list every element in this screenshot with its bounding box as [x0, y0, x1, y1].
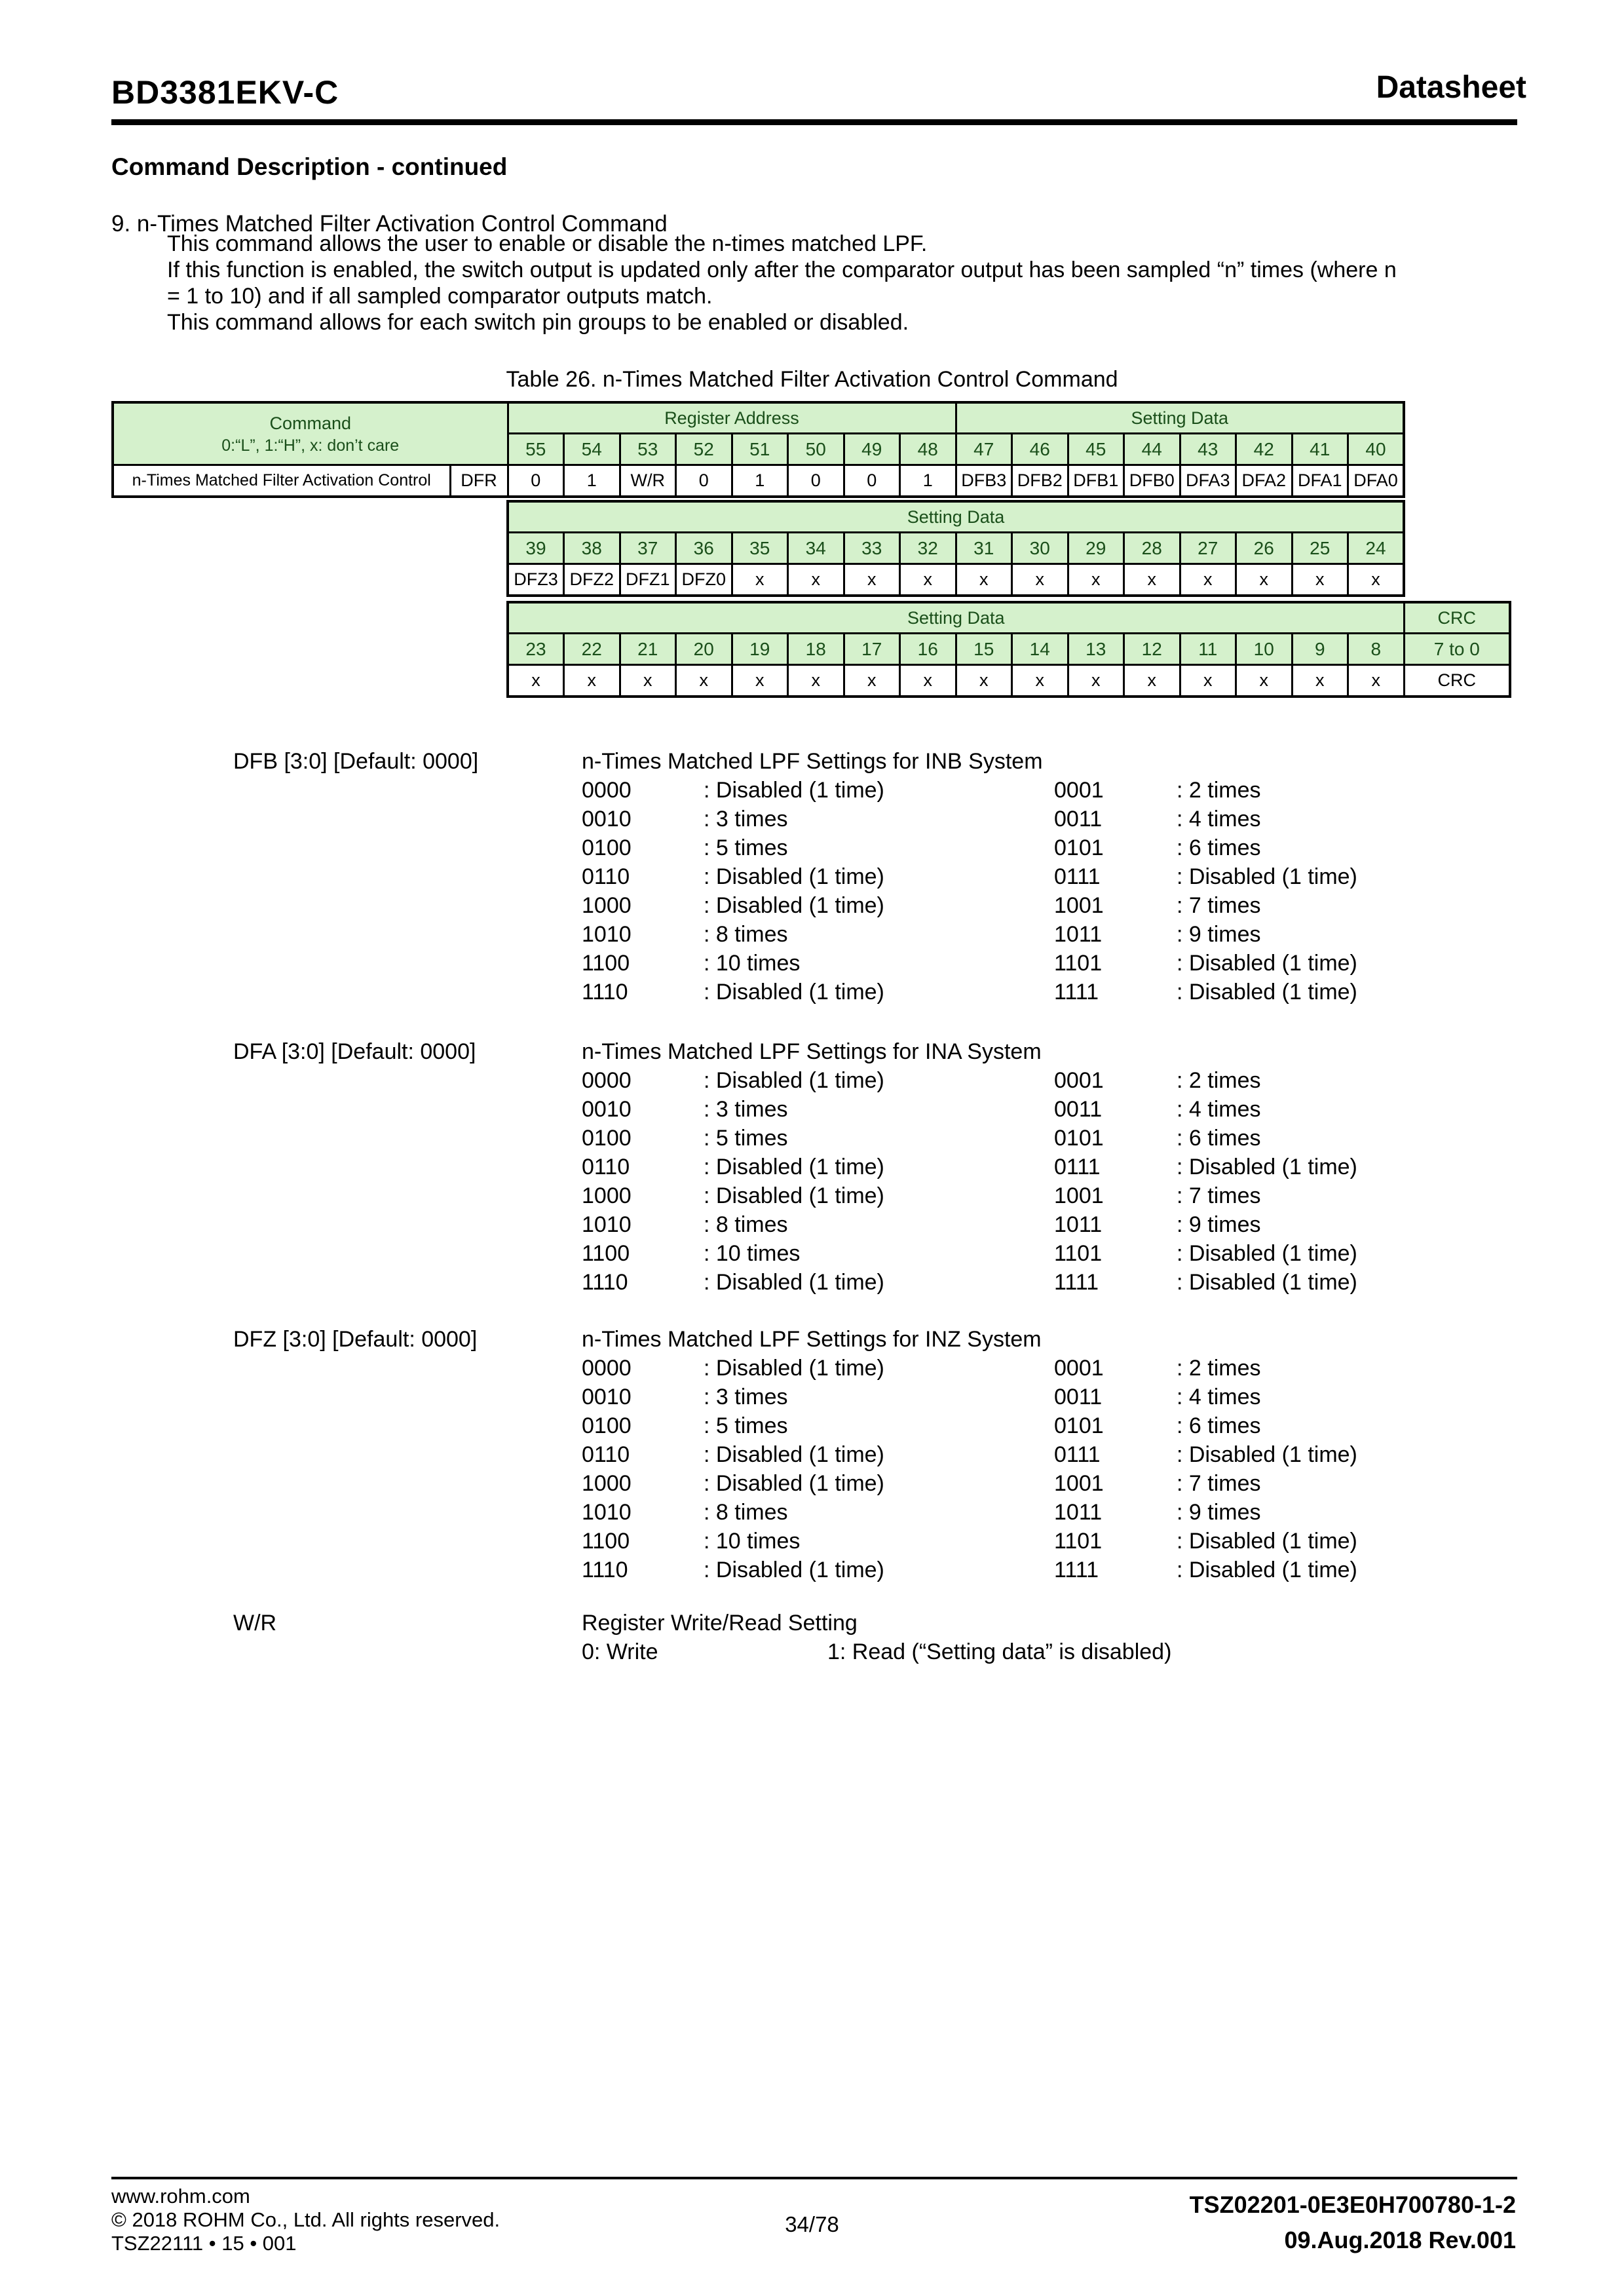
- code-value: 1101: [1054, 1529, 1103, 1554]
- code-description: : Disabled (1 time): [704, 1356, 884, 1381]
- bit-value-cell: x: [956, 665, 1012, 697]
- command-name-cell: n-Times Matched Filter Activation Control: [113, 465, 450, 497]
- code-description: : Disabled (1 time): [1177, 980, 1357, 1004]
- bit-number-cell: 29: [1068, 533, 1124, 564]
- field-body: [582, 1609, 1171, 1666]
- bit-number-cell: 40: [1348, 434, 1405, 465]
- field-title: n-Times Matched LPF Settings for INB System: [582, 749, 1043, 774]
- code-value: 1010: [582, 922, 632, 947]
- bit-value-cell: x: [1348, 665, 1405, 697]
- bit-value-row: [113, 465, 1404, 497]
- bit-number-cell: 13: [1068, 634, 1124, 665]
- bit-value-cell: x: [1068, 564, 1124, 596]
- bit-value-cell: x: [1348, 564, 1405, 596]
- command-description: [167, 231, 1397, 335]
- code-value: 1001: [1054, 893, 1104, 918]
- bit-value-cell: x: [1292, 564, 1348, 596]
- code-description: : 4 times: [1177, 1385, 1261, 1409]
- code-description: : Disabled (1 time): [704, 1068, 884, 1093]
- code-description: : 4 times: [1177, 807, 1261, 832]
- bit-value-cell: 0: [844, 465, 900, 497]
- setting-row: [582, 1239, 1357, 1268]
- field-title: n-Times Matched LPF Settings for INA System: [582, 1039, 1042, 1064]
- code-value: 1101: [1054, 1241, 1103, 1266]
- bit-number-cell: 10: [1236, 634, 1293, 665]
- description-line: = 1 to 10) and if all sampled comparator outputs match.: [167, 284, 713, 309]
- bit-value-cell: DFB2: [1012, 465, 1068, 497]
- setting-row: [582, 1095, 1357, 1124]
- bit-number-cell: 12: [1124, 634, 1180, 665]
- setting-row: [582, 1124, 1357, 1153]
- code-description: : Disabled (1 time): [704, 864, 884, 889]
- code-value: 0010: [582, 807, 632, 832]
- code-description: : Disabled (1 time): [1177, 1558, 1357, 1582]
- setting-row: [582, 1210, 1357, 1239]
- bit-number-cell: 55: [508, 434, 564, 465]
- setting-row: [582, 805, 1357, 833]
- bit-number-cell: 33: [844, 533, 900, 564]
- bit-value-cell: DFZ2: [564, 564, 620, 596]
- field-settings-list: [582, 1354, 1357, 1584]
- setting-row: [582, 776, 1357, 805]
- bit-value-cell: x: [620, 665, 676, 697]
- bit-number-cell: 41: [1292, 434, 1348, 465]
- bit-number-cell: 47: [956, 434, 1012, 465]
- bit-number-cell: 9: [1292, 634, 1348, 665]
- footer-url: www.rohm.com: [111, 2185, 250, 2208]
- bit-value-cell: x: [1012, 665, 1068, 697]
- code-description: : Disabled (1 time): [1177, 1241, 1357, 1266]
- bit-value-cell: 1: [732, 465, 788, 497]
- code-value: 1100: [582, 951, 630, 976]
- bit-number-cell: 39: [508, 533, 564, 564]
- field-settings-list: [582, 1066, 1357, 1297]
- field-title: n-Times Matched LPF Settings for INZ System: [582, 1327, 1042, 1352]
- field-name: W/R: [233, 1611, 277, 1636]
- bit-number-cell: 50: [788, 434, 844, 465]
- bit-value-cell: DFA3: [1180, 465, 1236, 497]
- bit-number-cell: 11: [1180, 634, 1236, 665]
- code-description: : 2 times: [1177, 1356, 1261, 1381]
- code-value: 1011: [1054, 922, 1103, 947]
- register-table-frame-2: [506, 500, 1405, 597]
- bit-number-cell: 42: [1236, 434, 1293, 465]
- code-description: : 10 times: [704, 1241, 801, 1266]
- setting-data-header: Setting Data: [508, 602, 1404, 634]
- code-value: 0101: [1054, 1413, 1104, 1438]
- code-description: : 10 times: [704, 951, 801, 976]
- bit-number-cell: 7 to 0: [1404, 634, 1510, 665]
- code-description: : 6 times: [1177, 835, 1261, 860]
- bit-value-cell: 0: [508, 465, 564, 497]
- bit-number-cell: 26: [1236, 533, 1293, 564]
- code-value: 0100: [582, 1413, 632, 1438]
- code-description: : 9 times: [1177, 1212, 1261, 1237]
- field-body: [582, 1037, 1357, 1297]
- code-value: 1001: [1054, 1183, 1104, 1208]
- bit-value-cell: x: [1292, 665, 1348, 697]
- code-value: 0110: [582, 864, 630, 889]
- code-value: 0111: [1054, 1442, 1101, 1467]
- code-value: 1000: [582, 1183, 632, 1208]
- code-description: : 4 times: [1177, 1097, 1261, 1122]
- bit-number-cell: 20: [676, 634, 732, 665]
- code-value: 1100: [582, 1529, 630, 1554]
- bit-value-cell: DFZ3: [508, 564, 564, 596]
- code-description: : 6 times: [1177, 1126, 1261, 1151]
- setting-row: [582, 891, 1357, 920]
- code-description: : 8 times: [704, 1500, 788, 1525]
- code-description: : 2 times: [1177, 1068, 1261, 1093]
- bit-value-cell: 0: [788, 465, 844, 497]
- code-value: 0011: [1054, 1385, 1103, 1409]
- field-name: DFB [3:0] [Default: 0000]: [233, 749, 479, 774]
- bit-value-cell: x: [844, 665, 900, 697]
- setting-row: [582, 862, 1357, 891]
- bit-number-cell: 52: [676, 434, 732, 465]
- footer-right: [1190, 2187, 1516, 2258]
- bit-value-cell: x: [1236, 564, 1293, 596]
- command-header-subtitle: 0:“L”, 1:“H”, x: don’t care: [221, 436, 400, 455]
- code-description: : 8 times: [704, 922, 788, 947]
- code-value: 1111: [1054, 1558, 1099, 1582]
- bit-number-cell: 38: [564, 533, 620, 564]
- bit-value-cell: x: [844, 564, 900, 596]
- bit-value-cell: CRC: [1404, 665, 1510, 697]
- footer-ref-number: TSZ02201-0E3E0H700780-1-2: [1189, 2191, 1516, 2218]
- code-value: 1110: [582, 1558, 628, 1582]
- bit-value-cell: DFA2: [1236, 465, 1293, 497]
- code-description: : 6 times: [1177, 1413, 1261, 1438]
- bit-number-cell: 54: [564, 434, 620, 465]
- code-value: 1011: [1054, 1500, 1103, 1525]
- description-line: This command allows for each switch pin groups to be enabled or disabled.: [167, 310, 909, 335]
- code-description: : Disabled (1 time): [704, 1155, 884, 1179]
- code-value: 0111: [1054, 864, 1101, 889]
- bit-value-cell: DFB1: [1068, 465, 1124, 497]
- setting-row: [582, 1383, 1357, 1411]
- code-value: 0001: [1054, 778, 1104, 803]
- bit-value-cell: x: [1124, 665, 1180, 697]
- table-caption: Table 26. n-Times Matched Filter Activation Control Command: [506, 367, 1118, 392]
- wr-read-option: 1: Read (“Setting data” is disabled): [827, 1639, 1172, 1664]
- bit-value-cell: W/R: [620, 465, 676, 497]
- code-description: : Disabled (1 time): [704, 1442, 884, 1467]
- setting-row: [582, 1440, 1357, 1469]
- code-value: 0000: [582, 1068, 632, 1093]
- setting-row: [582, 1556, 1357, 1584]
- description-line: This command allows the user to enable or disable the n-times matched LPF.: [167, 231, 928, 256]
- setting-row: [582, 1066, 1357, 1095]
- bit-value-cell: 0: [676, 465, 732, 497]
- bit-number-cell: 43: [1180, 434, 1236, 465]
- bit-value-cell: x: [788, 665, 844, 697]
- code-value: 1000: [582, 893, 632, 918]
- command-header-label: Command: [269, 413, 352, 433]
- wr-write-option: 0: Write: [582, 1639, 658, 1664]
- bit-value-cell: x: [956, 564, 1012, 596]
- bit-value-cell: x: [732, 665, 788, 697]
- part-number: BD3381EKV-C: [111, 74, 339, 111]
- register-table-frame-1: [111, 401, 1405, 498]
- bit-value-cell: x: [732, 564, 788, 596]
- bit-number-cell: 53: [620, 434, 676, 465]
- bit-value-row: [508, 665, 1510, 697]
- setting-row: [582, 1153, 1357, 1181]
- code-value: 1100: [582, 1241, 630, 1266]
- bit-number-cell: 45: [1068, 434, 1124, 465]
- code-description: : 8 times: [704, 1212, 788, 1237]
- bit-number-cell: 32: [900, 533, 956, 564]
- group-header-row: [508, 602, 1510, 634]
- register-table-frame-3: [506, 601, 1511, 698]
- code-description: : Disabled (1 time): [704, 778, 884, 803]
- code-value: 1001: [1054, 1471, 1104, 1496]
- setting-row: [582, 1268, 1357, 1297]
- code-description: : Disabled (1 time): [704, 1471, 884, 1496]
- bit-number-cell: 51: [732, 434, 788, 465]
- bit-value-cell: DFB0: [1124, 465, 1180, 497]
- bit-number-cell: 46: [1012, 434, 1068, 465]
- bit-value-cell: 1: [564, 465, 620, 497]
- footer-copyright: © 2018 ROHM Co., Ltd. All rights reserved.: [111, 2208, 500, 2231]
- code-description: : 5 times: [704, 1413, 788, 1438]
- code-description: : Disabled (1 time): [1177, 1270, 1357, 1295]
- code-description: : Disabled (1 time): [1177, 951, 1357, 976]
- setting-data-header: Setting Data: [956, 402, 1404, 434]
- bit-number-cell: 22: [564, 634, 620, 665]
- code-value: 1111: [1054, 1270, 1099, 1295]
- setting-row: [582, 949, 1357, 978]
- header-rule: [111, 119, 1517, 125]
- bit-number-cell: 23: [508, 634, 564, 665]
- code-description: : Disabled (1 time): [704, 1270, 884, 1295]
- bit-value-cell: x: [676, 665, 732, 697]
- code-value: 0001: [1054, 1068, 1104, 1093]
- setting-row: [582, 833, 1357, 862]
- bit-number-cell: 35: [732, 533, 788, 564]
- bit-number-cell: 37: [620, 533, 676, 564]
- bit-value-cell: DFA1: [1292, 465, 1348, 497]
- code-value: 1010: [582, 1212, 632, 1237]
- footer-doc-code: TSZ22111 • 15 • 001: [111, 2232, 297, 2255]
- group-header-row: [113, 402, 1404, 434]
- field-title: Register Write/Read Setting: [582, 1611, 858, 1636]
- page-number: 34/78: [785, 2212, 839, 2236]
- field-name: DFA [3:0] [Default: 0000]: [233, 1039, 476, 1064]
- code-value: 1101: [1054, 951, 1103, 976]
- setting-row: [582, 1354, 1357, 1383]
- code-value: 1010: [582, 1500, 632, 1525]
- code-value: 1111: [1054, 980, 1099, 1004]
- code-value: 0011: [1054, 807, 1103, 832]
- bit-value-cell: x: [900, 564, 956, 596]
- code-value: 1000: [582, 1471, 632, 1496]
- code-description: : Disabled (1 time): [1177, 1529, 1357, 1554]
- code-value: 0110: [582, 1442, 630, 1467]
- code-value: 1110: [582, 1270, 628, 1295]
- wr-options-row: [582, 1637, 1171, 1666]
- section-heading: Command Description - continued: [111, 153, 508, 180]
- code-description: : Disabled (1 time): [704, 893, 884, 918]
- bit-number-cell: 24: [1348, 533, 1405, 564]
- bit-number-cell: 14: [1012, 634, 1068, 665]
- code-value: 0001: [1054, 1356, 1104, 1381]
- code-description: : Disabled (1 time): [1177, 1155, 1357, 1179]
- setting-row: [582, 1527, 1357, 1556]
- code-description: : 10 times: [704, 1529, 801, 1554]
- bit-value-cell: x: [900, 665, 956, 697]
- bit-value-cell: x: [788, 564, 844, 596]
- code-value: 0010: [582, 1385, 632, 1409]
- bit-value-cell: DFZ1: [620, 564, 676, 596]
- bit-value-cell: x: [508, 665, 564, 697]
- code-value: 0101: [1054, 835, 1104, 860]
- bit-value-cell: x: [1180, 665, 1236, 697]
- setting-data-header: Setting Data: [508, 501, 1404, 533]
- command-header-cell: [113, 402, 508, 465]
- code-value: 0010: [582, 1097, 632, 1122]
- bit-value-cell: x: [564, 665, 620, 697]
- code-description: : Disabled (1 time): [1177, 864, 1357, 889]
- bit-number-cell: 15: [956, 634, 1012, 665]
- setting-row: [582, 1181, 1357, 1210]
- code-description: : 7 times: [1177, 1183, 1261, 1208]
- code-value: 1110: [582, 980, 628, 1004]
- bit-value-cell: DFA0: [1348, 465, 1405, 497]
- crc-header: CRC: [1404, 602, 1510, 634]
- code-value: 0000: [582, 778, 632, 803]
- setting-row: [582, 920, 1357, 949]
- code-description: : 3 times: [704, 807, 788, 832]
- bit-value-cell: x: [1012, 564, 1068, 596]
- bit-number-cell: 48: [900, 434, 956, 465]
- bit-number-cell: 25: [1292, 533, 1348, 564]
- field-name: DFZ [3:0] [Default: 0000]: [233, 1327, 478, 1352]
- bit-number-cell: 30: [1012, 533, 1068, 564]
- bit-number-cell: 34: [788, 533, 844, 564]
- field-body: [582, 747, 1357, 1006]
- command-item-title: 9. n-Times Matched Filter Activation Control Command: [111, 211, 668, 237]
- code-description: : 2 times: [1177, 778, 1261, 803]
- bit-number-cell: 31: [956, 533, 1012, 564]
- bit-number-cell: 21: [620, 634, 676, 665]
- bit-number-cell: 16: [900, 634, 956, 665]
- bit-number-cell: 18: [788, 634, 844, 665]
- code-description: : 5 times: [704, 835, 788, 860]
- code-value: 1011: [1054, 1212, 1103, 1237]
- bit-number-cell: 36: [676, 533, 732, 564]
- footer-rule: [111, 2177, 1517, 2179]
- field-body: [582, 1325, 1357, 1584]
- code-value: 0000: [582, 1356, 632, 1381]
- code-description: : 7 times: [1177, 893, 1261, 918]
- code-value: 0011: [1054, 1097, 1103, 1122]
- code-value: 0110: [582, 1155, 630, 1179]
- code-description: : 7 times: [1177, 1471, 1261, 1496]
- bit-value-cell: DFB3: [956, 465, 1012, 497]
- group-header-row: [508, 501, 1404, 533]
- bit-value-cell: x: [1068, 665, 1124, 697]
- bit-number-cell: 17: [844, 634, 900, 665]
- bit-number-cell: 8: [1348, 634, 1405, 665]
- field-settings-list: [582, 776, 1357, 1006]
- code-description: : Disabled (1 time): [704, 980, 884, 1004]
- code-description: : 9 times: [1177, 922, 1261, 947]
- bit-number-cell: 28: [1124, 533, 1180, 564]
- code-value: 0101: [1054, 1126, 1104, 1151]
- code-description: : Disabled (1 time): [1177, 1442, 1357, 1467]
- bit-number-row: [508, 533, 1404, 564]
- setting-row: [582, 1411, 1357, 1440]
- bit-value-cell: DFZ0: [676, 564, 732, 596]
- code-description: : Disabled (1 time): [704, 1558, 884, 1582]
- bit-number-cell: 27: [1180, 533, 1236, 564]
- bit-number-cell: 44: [1124, 434, 1180, 465]
- bit-number-cell: 49: [844, 434, 900, 465]
- bit-number-row: [508, 634, 1510, 665]
- setting-row: [582, 1469, 1357, 1498]
- code-description: : 9 times: [1177, 1500, 1261, 1525]
- description-line: If this function is enabled, the switch output is updated only after the comparator output has been sampled “n” times (where n: [167, 258, 1397, 282]
- code-value: 0100: [582, 1126, 632, 1151]
- bit-number-cell: 19: [732, 634, 788, 665]
- code-value: 0100: [582, 835, 632, 860]
- code-description: : Disabled (1 time): [704, 1183, 884, 1208]
- command-code-cell: DFR: [450, 465, 508, 497]
- setting-row: [582, 1498, 1357, 1527]
- register-address-header: Register Address: [508, 402, 956, 434]
- bit-value-cell: x: [1236, 665, 1293, 697]
- bit-value-cell: 1: [900, 465, 956, 497]
- bit-value-cell: x: [1124, 564, 1180, 596]
- doc-type-label: Datasheet: [1376, 70, 1526, 105]
- footer-revision: 09.Aug.2018 Rev.001: [1284, 2227, 1516, 2253]
- bit-value-cell: x: [1180, 564, 1236, 596]
- code-description: : 5 times: [704, 1126, 788, 1151]
- bit-value-row: [508, 564, 1404, 596]
- code-description: : 3 times: [704, 1385, 788, 1409]
- code-value: 0111: [1054, 1155, 1101, 1179]
- setting-row: [582, 978, 1357, 1006]
- code-description: : 3 times: [704, 1097, 788, 1122]
